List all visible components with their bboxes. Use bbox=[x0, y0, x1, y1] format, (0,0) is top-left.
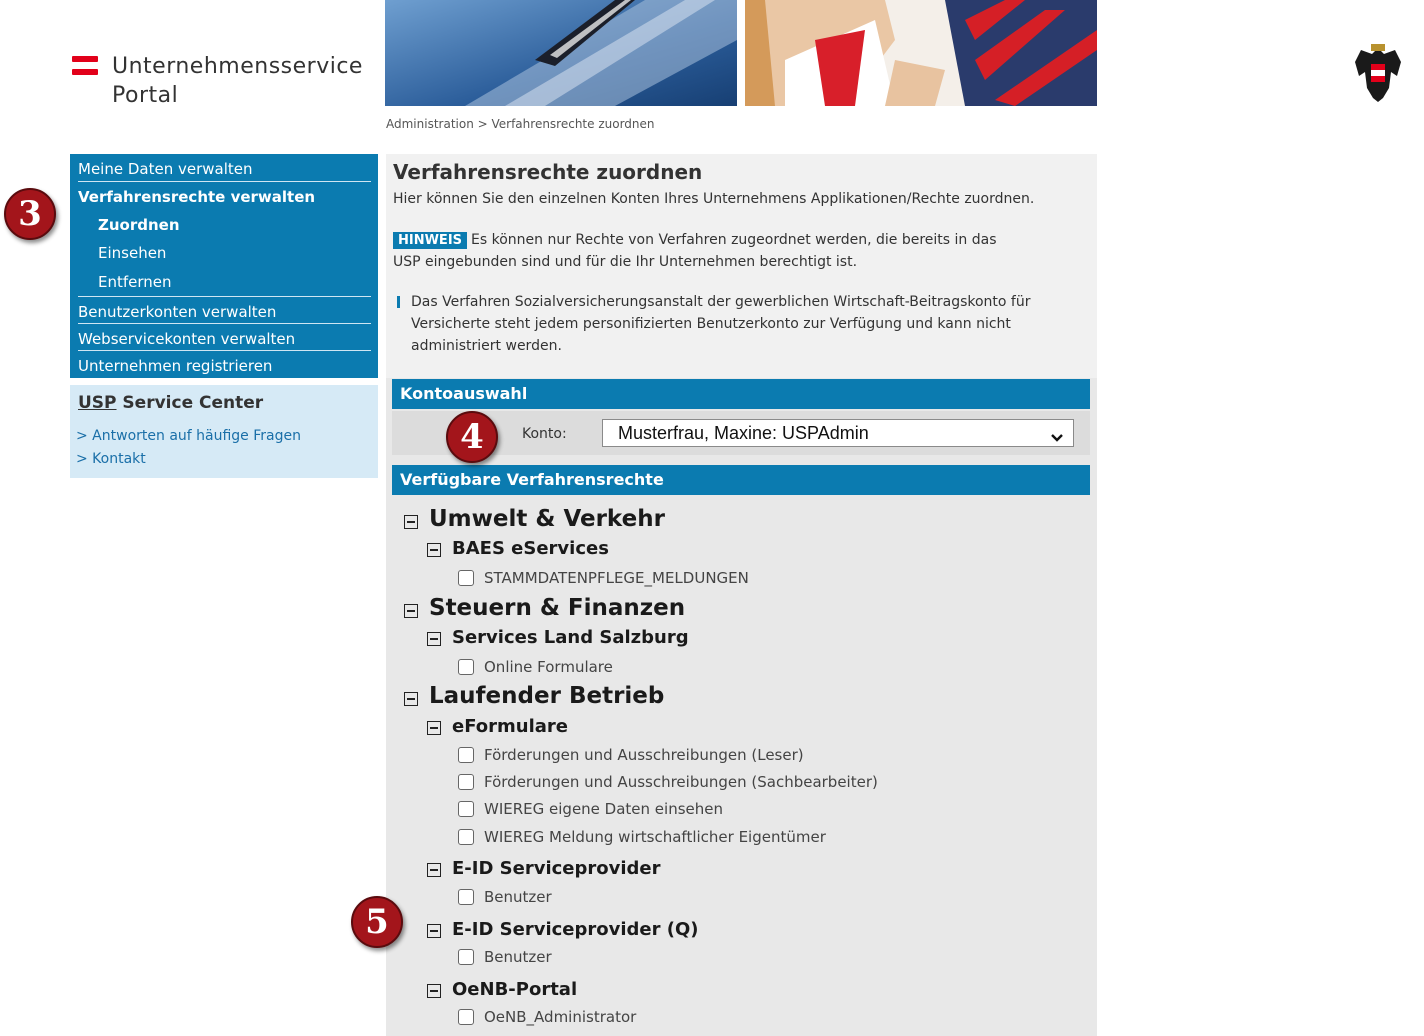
checkbox[interactable] bbox=[458, 659, 474, 675]
group-steuern-finanzen[interactable]: Steuern & Finanzen bbox=[429, 595, 686, 621]
note-block bbox=[411, 291, 1091, 357]
logo-line-1: Unternehmensservice bbox=[112, 54, 363, 79]
collapse-icon[interactable] bbox=[404, 692, 418, 706]
konto-label: Konto: bbox=[522, 426, 567, 442]
note-line-1: Das Verfahren Sozialversicherungsanstalt der gewerblichen Wirtschaft-Beitragskonto für bbox=[411, 294, 1031, 310]
service-center-box bbox=[70, 385, 378, 478]
checkbox[interactable] bbox=[458, 889, 474, 905]
banner-image-left bbox=[385, 0, 737, 106]
sidebar-item-benutzerkonten[interactable]: Benutzerkonten verwalten bbox=[78, 303, 277, 321]
page-title: Verfahrensrechte zuordnen bbox=[393, 160, 703, 184]
checkbox[interactable] bbox=[458, 570, 474, 586]
sidebar-item-unternehmen-registrieren[interactable]: Unternehmen registrieren bbox=[78, 357, 273, 375]
group-umwelt-verkehr[interactable]: Umwelt & Verkehr bbox=[429, 506, 665, 532]
step-marker-5: 5 bbox=[351, 896, 403, 948]
note-line-2: Versicherte steht jedem personifizierten Benutzerkonto zur Verfügung und kann nicht bbox=[411, 316, 1011, 332]
checkbox[interactable] bbox=[458, 949, 474, 965]
sidebar-subitem-zuordnen[interactable]: Zuordnen bbox=[98, 216, 180, 234]
collapse-icon[interactable] bbox=[404, 515, 418, 529]
subgroup-eid-serviceprovider-q[interactable]: E-ID Serviceprovider (Q) bbox=[452, 919, 699, 940]
service-center-title: USP Service Center bbox=[78, 393, 264, 413]
austria-coat-of-arms bbox=[1351, 42, 1405, 104]
subgroup-eid-serviceprovider[interactable]: E-ID Serviceprovider bbox=[452, 858, 661, 879]
right-label[interactable]: WIEREG eigene Daten einsehen bbox=[484, 800, 723, 818]
note-line-3: administriert werden. bbox=[411, 338, 562, 354]
subgroup-oenb-portal[interactable]: OeNB-Portal bbox=[452, 979, 578, 1000]
sidebar-nav bbox=[70, 154, 378, 378]
banner-image-right bbox=[745, 0, 1097, 106]
right-label[interactable]: Förderungen und Ausschreibungen (Leser) bbox=[484, 746, 804, 764]
logo-line-2: Portal bbox=[112, 83, 179, 108]
sidebar-subitem-entfernen[interactable]: Entfernen bbox=[98, 273, 172, 291]
sidebar-item-meine-daten[interactable]: Meine Daten verwalten bbox=[78, 160, 253, 178]
step-marker-3: 3 bbox=[4, 188, 56, 240]
konto-select-value: Musterfrau, Maxine: USPAdmin bbox=[618, 423, 869, 443]
austria-flag-logo bbox=[72, 56, 98, 76]
right-label[interactable]: Online Formulare bbox=[484, 658, 613, 676]
sidebar-subitem-einsehen[interactable]: Einsehen bbox=[98, 244, 167, 262]
hint-line-1: Es können nur Rechte von Verfahren zugeordnet werden, die bereits in das bbox=[471, 232, 997, 248]
kontoauswahl-header: Kontoauswahl bbox=[392, 379, 1090, 409]
right-label[interactable]: Benutzer bbox=[484, 948, 552, 966]
collapse-icon[interactable] bbox=[427, 721, 441, 735]
checkbox[interactable] bbox=[458, 829, 474, 845]
sidebar-item-verfahrensrechte[interactable]: Verfahrensrechte verwalten bbox=[78, 188, 316, 206]
step-marker-4: 4 bbox=[446, 411, 498, 463]
note-marker bbox=[397, 296, 400, 308]
collapse-icon[interactable] bbox=[427, 632, 441, 646]
collapse-icon[interactable] bbox=[427, 924, 441, 938]
portal-logo-text[interactable] bbox=[112, 52, 363, 110]
contact-link[interactable]: > Kontakt bbox=[76, 451, 146, 467]
breadcrumb bbox=[386, 117, 655, 131]
right-label[interactable]: OeNB_Administrator bbox=[484, 1008, 637, 1026]
checkbox[interactable] bbox=[458, 747, 474, 763]
right-label[interactable]: WIEREG Meldung wirtschaftlicher Eigentümer bbox=[484, 828, 826, 846]
subgroup-eformulare[interactable]: eFormulare bbox=[452, 716, 568, 737]
right-label[interactable]: Förderungen und Ausschreibungen (Sachbearbeiter) bbox=[484, 773, 878, 791]
checkbox[interactable] bbox=[458, 801, 474, 817]
hint-line-2: USP eingebunden sind und für die Ihr Unternehmen berechtigt ist. bbox=[393, 254, 858, 270]
checkbox[interactable] bbox=[458, 1009, 474, 1025]
right-label[interactable]: Benutzer bbox=[484, 888, 552, 906]
group-laufender-betrieb[interactable]: Laufender Betrieb bbox=[429, 683, 665, 709]
sidebar-item-webservicekonten[interactable]: Webservicekonten verwalten bbox=[78, 330, 296, 348]
breadcrumb-text[interactable]: Administration > Verfahrensrechte zuordnen bbox=[386, 117, 655, 131]
collapse-icon[interactable] bbox=[427, 984, 441, 998]
checkbox[interactable] bbox=[458, 774, 474, 790]
hint-block bbox=[393, 229, 1083, 273]
faq-link[interactable]: > Antworten auf häufige Fragen bbox=[76, 428, 301, 444]
verfuegbare-verfahrensrechte-header: Verfügbare Verfahrensrechte bbox=[392, 465, 1090, 495]
hint-badge: HINWEIS bbox=[393, 232, 467, 249]
collapse-icon[interactable] bbox=[404, 604, 418, 618]
konto-select[interactable] bbox=[602, 419, 1074, 447]
collapse-icon[interactable] bbox=[427, 863, 441, 877]
intro-text: Hier können Sie den einzelnen Konten Ihres Unternehmens Applikationen/Rechte zuordnen. bbox=[393, 191, 1035, 207]
subgroup-baes-eservices[interactable]: BAES eServices bbox=[452, 538, 609, 559]
right-label[interactable]: STAMMDATENPFLEGE_MELDUNGEN bbox=[484, 569, 749, 587]
subgroup-services-land-salzburg[interactable]: Services Land Salzburg bbox=[452, 627, 689, 648]
chevron-down-icon bbox=[1050, 428, 1064, 447]
collapse-icon[interactable] bbox=[427, 543, 441, 557]
